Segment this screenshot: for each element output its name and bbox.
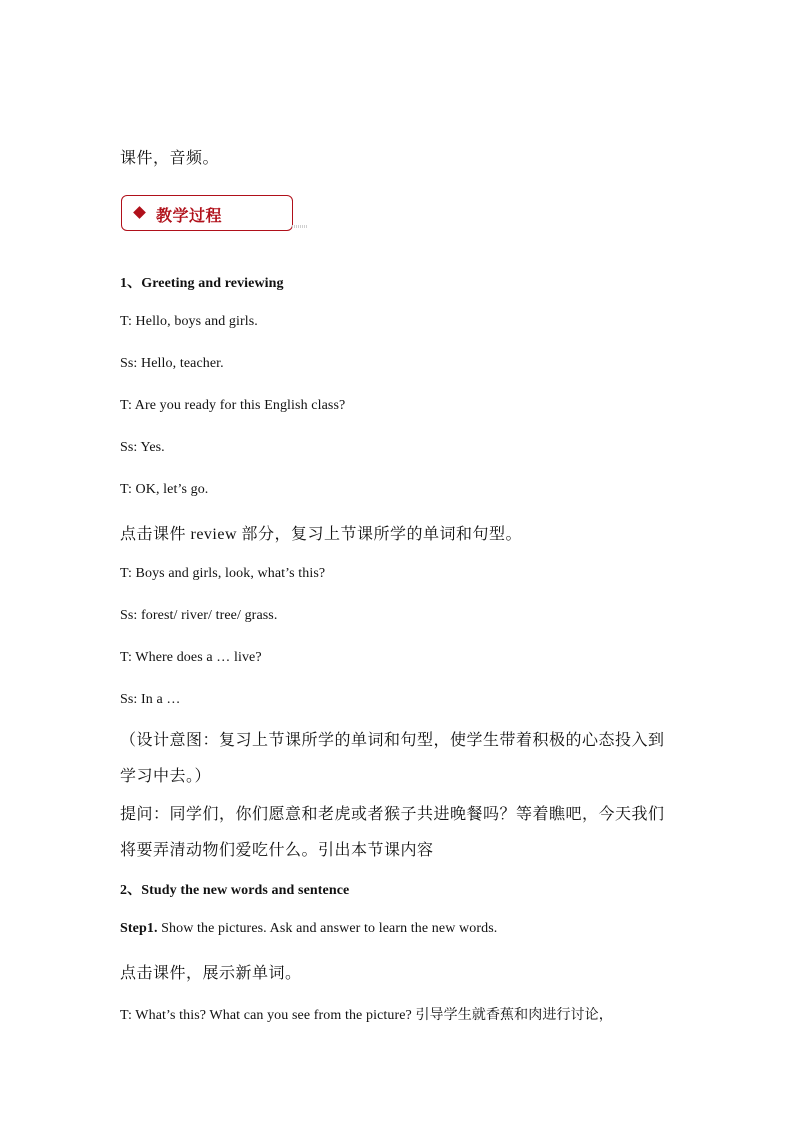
section-decoration xyxy=(292,225,308,228)
question-paragraph: 提问：同学们，你们愿意和老虎或者猴子共进晚餐吗？等着瞧吧，今天我们将要弄清动物们爱吃什么。引出本节课内容 xyxy=(120,806,665,859)
review-instruction: 点击课件 review 部分，复习上节课所学的单词和句型。 xyxy=(120,526,523,543)
step-label: Step1. xyxy=(120,921,158,936)
dialogue-line: T: Boys and girls, look, what’s this? xyxy=(120,566,326,581)
dialogue-line: Ss: forest/ river/ tree/ grass. xyxy=(120,608,278,623)
materials-text: 课件，音频。 xyxy=(120,150,220,167)
dialogue-line: T: OK, let’s go. xyxy=(120,482,209,497)
dialogue-line: T: Where does a … live? xyxy=(120,650,262,665)
dialogue-line: Ss: Hello, teacher. xyxy=(120,356,224,371)
diamond-icon xyxy=(133,206,146,219)
dialogue-discussion-line: T: What’s this? What can you see from the picture? 引导学生就香蕉和肉进行讨论， xyxy=(120,1008,613,1023)
step1-instruction xyxy=(120,921,497,937)
dialogue-line: T: Are you ready for this English class? xyxy=(120,398,346,413)
section-title: 教学过程 xyxy=(156,208,223,225)
dialogue-line: Ss: Yes. xyxy=(120,440,165,455)
step2-heading: 2、Study the new words and sentence xyxy=(120,883,350,898)
step-text: Show the pictures. Ask and answer to learn the new words. xyxy=(157,921,498,936)
step1-heading: 1、Greeting and reviewing xyxy=(120,276,284,291)
dialogue-line: Ss: In a … xyxy=(120,692,181,707)
design-intent-paragraph: （设计意图：复习上节课所学的单词和句型，使学生带着积极的心态投入到学习中去。） xyxy=(120,732,665,785)
show-words-instruction: 点击课件，展示新单词。 xyxy=(120,965,302,982)
section-header-teaching-process xyxy=(121,195,293,231)
dialogue-line: T: Hello, boys and girls. xyxy=(120,314,258,329)
